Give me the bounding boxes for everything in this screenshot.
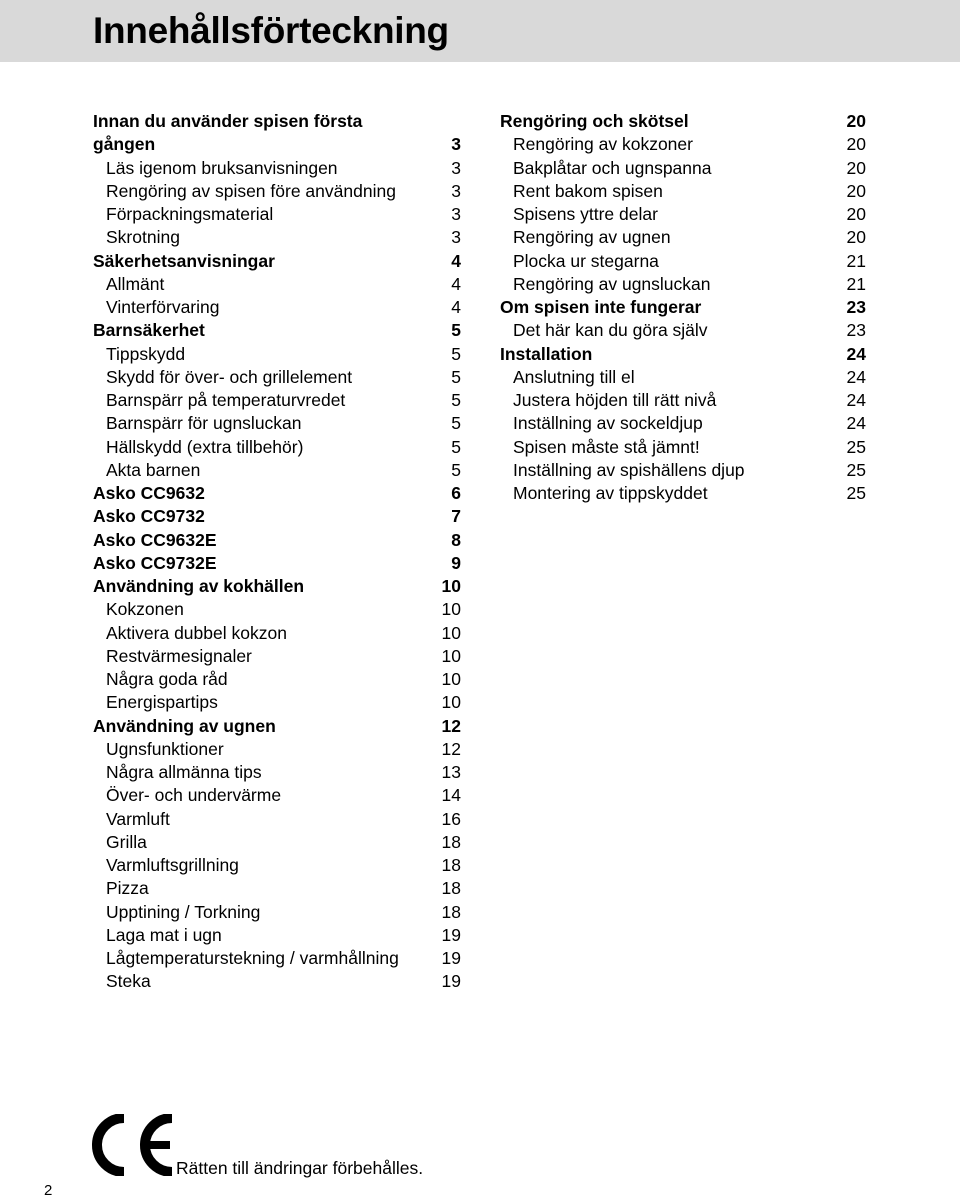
toc-entry-label: Pizza [106,878,149,899]
toc-entry-label: Det här kan du göra själv [513,320,708,341]
toc-entry[interactable] [93,505,461,528]
toc-entry[interactable] [500,180,866,203]
toc-entry-label: Rent bakom spisen [513,180,663,201]
toc-entry-label: Asko CC9732E [93,552,217,573]
toc-entry[interactable] [93,947,461,970]
toc-entry-page: 20 [846,111,866,131]
toc-entry[interactable] [93,761,461,784]
toc-entry-label: Spisen måste stå jämnt! [513,436,700,457]
toc-entry[interactable] [500,157,866,180]
toc-entry-page: 16 [441,808,461,829]
toc-entry[interactable] [93,203,461,226]
toc-entry[interactable] [93,180,461,203]
toc-entry-page: 5 [451,436,461,457]
toc-entry[interactable] [93,715,461,738]
toc-entry-page: 18 [441,831,461,852]
toc-entry[interactable] [500,459,866,482]
toc-entry-page: 6 [451,483,461,503]
toc-entry[interactable] [93,552,461,575]
toc-entry-label: Innan du använder spisen första [93,111,363,131]
toc-entry-label: Installation [500,343,593,364]
ce-mark-icon [88,1114,174,1176]
toc-entry-label: Bakplåtar och ugnspanna [513,157,712,178]
toc-entry-label: Aktivera dubbel kokzon [106,622,287,643]
toc-entry-page: 10 [441,692,461,713]
toc-entry-label: Montering av tippskyddet [513,483,708,503]
toc-entry-page: 3 [451,204,461,224]
toc-entry-label: Allmänt [106,273,165,294]
toc-entry-label: Asko CC9732 [93,506,205,527]
toc-entry[interactable] [93,598,461,621]
toc-entry-label: Om spisen inte fungerar [500,297,702,317]
toc-entry[interactable] [93,970,461,993]
toc-entry-page: 23 [846,297,866,317]
toc-entry[interactable] [500,296,866,319]
page-header [0,0,960,62]
toc-entry[interactable] [93,808,461,831]
toc-entry-page: 21 [846,250,866,271]
toc-entry[interactable] [93,366,461,389]
toc-entry-label: Skrotning [106,227,180,248]
toc-entry-page: 5 [451,390,461,410]
toc-entry-label: Asko CC9632E [93,529,217,550]
toc-entry[interactable] [93,459,461,482]
toc-list [93,157,461,994]
toc-entry[interactable] [93,901,461,924]
toc-entry-label: Hällskydd (extra tillbehör) [106,436,304,457]
toc-right-column [500,110,866,505]
toc-left-column [93,110,461,994]
toc-entry-page: 18 [441,855,461,875]
toc-entry[interactable] [93,622,461,645]
toc-entry-label: Inställning av sockeldjup [513,413,703,434]
page-number: 2 [44,1182,53,1199]
toc-entry-page: 3 [451,227,461,248]
toc-entry-page: 23 [846,320,866,341]
toc-entry-page: 10 [441,669,461,689]
toc-entry-label: Rengöring av spisen före användning [106,180,396,201]
page-title: Innehållsförteckning [93,10,449,51]
toc-entry-label: Plocka ur stegarna [513,250,659,271]
toc-entry[interactable] [93,645,461,668]
toc-entry[interactable] [93,436,461,459]
toc-entry-page: 18 [441,878,461,899]
toc-entry-page: 24 [846,413,866,434]
toc-entry-page: 20 [846,180,866,201]
toc-entry-label: Laga mat i ugn [106,924,222,945]
toc-entry-page: 24 [846,390,866,410]
toc-entry-label: Akta barnen [106,459,201,480]
toc-entry-label: Barnspärr på temperaturvredet [106,390,346,410]
toc-entry-page: 20 [846,227,866,248]
toc-entry[interactable] [93,529,461,552]
disclaimer-text: Rätten till ändringar förbehålles. [176,1158,424,1178]
toc-entry[interactable] [93,482,461,505]
toc-entry[interactable] [500,436,866,459]
toc-entry[interactable] [500,319,866,342]
toc-entry-page: 20 [846,157,866,178]
toc-entry-label: Rengöring av kokzoner [513,134,693,155]
toc-entry[interactable] [93,273,461,296]
toc-entry-label: Kokzonen [106,599,184,620]
toc-entry[interactable] [500,250,866,273]
toc-entry-page: 5 [451,343,461,364]
toc-entry[interactable] [93,575,461,598]
toc-entry-page: 19 [441,948,461,968]
toc-entry-page: 12 [441,715,461,736]
toc-entry-label: Varmluft [106,808,170,829]
toc-entry[interactable] [93,226,461,249]
toc-entry[interactable] [93,296,461,319]
toc-entry-label: Skydd för över- och grillelement [106,366,353,387]
toc-entry-label: Upptining / Torkning [106,901,261,922]
toc-entry[interactable] [93,738,461,761]
toc-entry-page: 5 [451,320,461,341]
toc-entry-page: 24 [846,343,866,364]
toc-entry[interactable] [93,877,461,900]
toc-entry[interactable] [93,157,461,180]
toc-entry-label: Läs igenom bruksanvisningen [106,157,338,178]
toc-entry-label: Inställning av spishällens djup [513,459,745,480]
toc-entry-label: Varmluftsgrillning [106,855,239,875]
toc-entry[interactable] [500,133,866,156]
toc-entry-label: Tippskydd [106,343,186,364]
toc-entry-label: Barnsäkerhet [93,320,205,341]
toc-entry[interactable] [93,250,461,273]
toc-entry-label: Steka [106,971,151,992]
toc-entry[interactable] [500,482,866,505]
toc-entry-page: 12 [441,738,461,759]
toc-entry-page: 13 [441,762,461,782]
toc-entry-page: 8 [451,529,461,550]
toc-entry-label: Vinterförvaring [106,297,220,317]
toc-entry-label: Restvärmesignaler [106,645,252,666]
toc-entry-label: Säkerhetsanvisningar [93,250,275,271]
toc-entry-label: gången [93,134,156,155]
toc-entry-label: Rengöring av ugnsluckan [513,273,711,294]
toc-entry-page: 20 [846,204,866,224]
toc-entry-page: 14 [441,785,461,806]
toc-entry[interactable] [93,668,461,691]
toc-entry[interactable] [500,412,866,435]
toc-entry[interactable] [93,319,461,342]
toc-entry-label: Lågtemperaturstekning / varmhållning [106,948,399,968]
toc-entry[interactable] [93,110,461,157]
toc-entry[interactable] [500,273,866,296]
toc-entry[interactable] [500,226,866,249]
toc-entry-page: 20 [846,134,866,155]
toc-entry-label: Spisens yttre delar [513,204,658,224]
toc-entry-page: 10 [441,622,461,643]
toc-entry[interactable] [500,343,866,366]
toc-entry-page: 5 [451,366,461,387]
toc-entry-page: 21 [846,273,866,294]
toc-entry[interactable] [93,854,461,877]
toc-entry-page: 10 [441,576,461,596]
toc-entry-page: 10 [441,645,461,666]
toc-entry-page: 25 [846,459,866,480]
toc-entry[interactable] [500,110,866,133]
toc-entry-page: 10 [441,599,461,620]
toc-entry[interactable] [500,389,866,412]
toc-entry[interactable] [93,412,461,435]
toc-entry-page: 3 [451,180,461,201]
toc-entry-page: 3 [451,157,461,178]
toc-entry-page: 7 [451,506,461,527]
toc-entry-page: 5 [451,413,461,434]
toc-entry-page: 4 [451,250,461,271]
toc-entry-label: Justera höjden till rätt nivå [513,390,717,410]
toc-entry-page: 19 [441,971,461,992]
toc-entry-label: Förpackningsmaterial [106,204,274,224]
toc-entry[interactable] [93,784,461,807]
toc-entry-label: Asko CC9632 [93,483,205,503]
toc-entry-page: 3 [451,134,461,155]
toc-entry-page: 25 [846,436,866,457]
toc-entry[interactable] [500,203,866,226]
toc-entry-page: 4 [451,297,461,317]
toc-entry-label: Energispartips [106,692,218,713]
toc-entry-label: Över- och undervärme [106,785,282,806]
toc-entry-label: Några allmänna tips [106,762,262,782]
toc-entry-page: 9 [451,552,461,573]
toc-entry-label: Anslutning till el [513,366,635,387]
toc-entry-label: Rengöring och skötsel [500,111,689,131]
toc-entry-label: Ugnsfunktioner [106,738,224,759]
toc-entry[interactable] [93,924,461,947]
toc-entry-label: Några goda råd [106,669,228,689]
toc-entry-label: Användning av kokhällen [93,576,305,596]
toc-list [500,110,866,505]
toc-entry-label: Användning av ugnen [93,715,276,736]
toc-entry[interactable] [93,691,461,714]
toc-entry-page: 18 [441,901,461,922]
toc-entry-page: 4 [451,273,461,294]
toc-entry-label: Grilla [106,831,147,852]
toc-entry-page: 24 [846,366,866,387]
toc-entry-label: Barnspärr för ugnsluckan [106,413,302,434]
toc-entry[interactable] [93,343,461,366]
toc-entry[interactable] [93,831,461,854]
toc-entry[interactable] [500,366,866,389]
toc-entry-page: 5 [451,459,461,480]
toc-entry-page: 19 [441,924,461,945]
toc-entry-page: 25 [846,483,866,503]
toc-entry-label: Rengöring av ugnen [513,227,671,248]
toc-entry[interactable] [93,389,461,412]
